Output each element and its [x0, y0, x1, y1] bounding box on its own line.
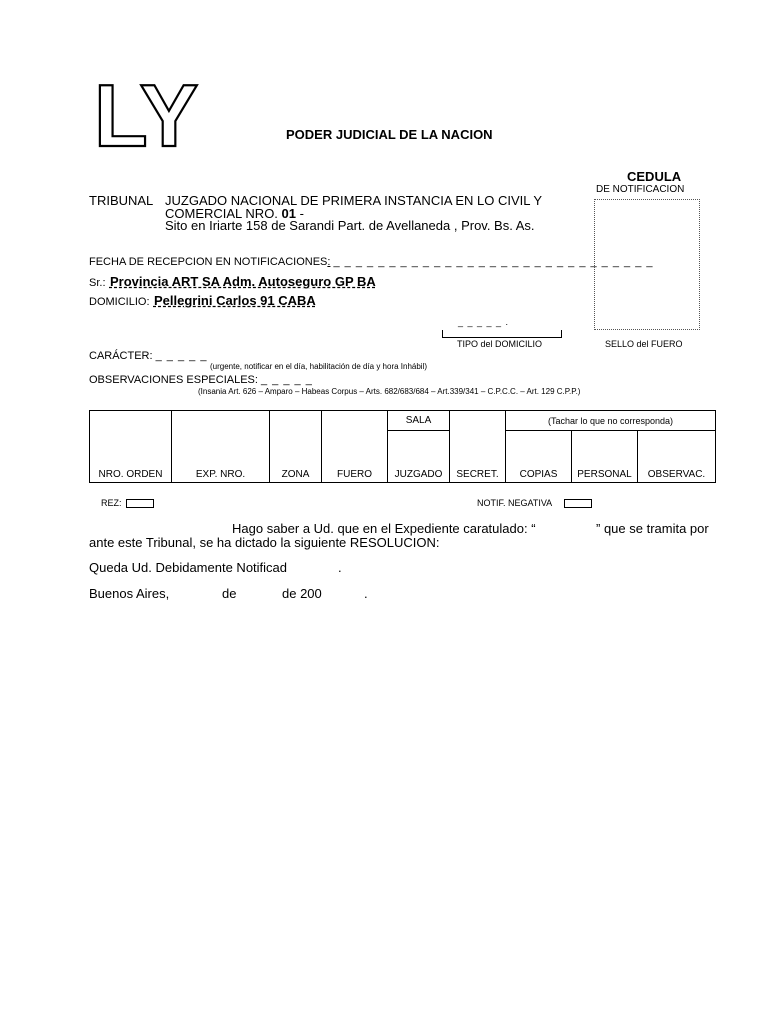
tribunal-label: TRIBUNAL — [89, 193, 154, 208]
org-title: PODER JUDICIAL DE LA NACION — [286, 127, 493, 142]
rez-checkbox[interactable] — [126, 499, 154, 508]
col-header-copias: COPIAS — [506, 466, 572, 483]
grid-cell-secret-top — [450, 411, 506, 431]
notification-grid — [89, 410, 716, 483]
grid-cell-fuero-top — [322, 411, 388, 431]
observaciones-row — [89, 374, 313, 386]
tribunal-number: 01 — [281, 206, 296, 221]
grid-cell — [388, 431, 450, 467]
ba-de2: de 200 — [282, 586, 322, 601]
logo-text: LY — [94, 80, 199, 150]
cedula-title: CEDULA — [627, 169, 682, 184]
observaciones-label: OBSERVACIONES ESPECIALES: — [89, 374, 258, 386]
grid-cell-zona-top — [270, 411, 322, 431]
col-header-personal: PERSONAL — [572, 466, 638, 483]
caracter-note: (urgente, notificar en el día, habilitación de día y hora Inhábil) — [210, 362, 428, 371]
observaciones-note: (Insania Art. 626 – Amparo – Habeas Corpus – Arts. 682/683/684 – Art.339/341 – C.P.C.C. – Art. 129 C.P.P.) — [198, 387, 581, 396]
grid-cell — [506, 431, 572, 467]
queda-end: . — [338, 560, 342, 575]
sr-label: Sr.: — [89, 277, 106, 289]
col-header-fuero: FUERO — [322, 466, 388, 483]
tribunal-line2-suffix: - — [296, 206, 304, 221]
grid-cell-exp-top — [172, 411, 270, 431]
grid-cell — [172, 431, 270, 467]
fecha-row — [89, 256, 654, 268]
sello-label: SELLO del FUERO — [605, 339, 683, 349]
fecha-label: FECHA DE RECEPCION EN NOTIFICACIONES — [89, 256, 328, 268]
observaciones-blank: _ _ _ _ _ — [261, 374, 313, 386]
grid-cell — [450, 431, 506, 467]
fecha-blank: _ _ _ _ _ _ _ _ _ _ _ _ _ _ _ _ _ _ _ _ _ _ _ _ _ _ _ _ _ — [333, 256, 654, 268]
domicilio-label: DOMICILIO: — [89, 296, 150, 308]
tipo-blank: _ _ _ _ _ . — [458, 317, 510, 327]
rez-row — [101, 498, 154, 508]
ly-logo — [94, 80, 204, 150]
tribunal-line2-prefix: COMERCIAL NRO. — [165, 206, 282, 221]
cedula-subtitle: DE NOTIFICACION — [596, 184, 685, 195]
domicilio-value: Pellegrini Carlos 91 CABA — [153, 293, 316, 308]
col-header-exp-nro: EXP. NRO. — [172, 466, 270, 483]
col-header-nro-orden: NRO. ORDEN — [90, 466, 172, 483]
body-p1-line2: ante este Tribunal, se ha dictado la siguiente RESOLUCION: — [89, 535, 440, 550]
col-header-observac: OBSERVAC. — [638, 466, 716, 483]
col-header-secret: SECRET. — [450, 466, 506, 483]
notif-negativa-row — [477, 498, 592, 508]
ba-end: . — [364, 586, 368, 601]
grid-cell — [270, 431, 322, 467]
notif-negativa-checkbox[interactable] — [564, 499, 592, 508]
rez-label: REZ: — [101, 498, 122, 508]
caracter-label: CARÁCTER: — [89, 350, 153, 362]
grid-cell — [638, 431, 716, 467]
col-header-zona: ZONA — [270, 466, 322, 483]
sr-row — [89, 273, 376, 291]
domicilio-row — [89, 292, 316, 310]
grid-cell — [90, 431, 172, 467]
caracter-row — [89, 350, 207, 362]
caracter-blank: _ _ _ _ _ — [155, 350, 208, 362]
tribunal-line1: JUZGADO NACIONAL DE PRIMERA INSTANCIA EN LO CIVIL Y — [165, 193, 543, 208]
grid-cell — [322, 431, 388, 467]
tipo-label: TIPO del DOMICILIO — [457, 339, 543, 349]
sr-value: Provincia ART SA Adm. Autoseguro GP BA — [109, 274, 376, 289]
col-header-juzgado: JUZGADO — [388, 466, 450, 483]
ba-text: Buenos Aires, — [89, 586, 170, 601]
notif-negativa-label: NOTIF. NEGATIVA — [477, 498, 553, 508]
grid-sala-label: SALA — [388, 411, 450, 431]
grid-cell-orden-top — [90, 411, 172, 431]
tipo-bracket — [442, 330, 562, 338]
body-p1-b: ” que se tramita por — [596, 521, 709, 536]
grid-cell — [572, 431, 638, 467]
body-p1-a: Hago saber a Ud. que en el Expediente caratulado: “ — [232, 521, 536, 536]
tribunal-address: Sito en Iriarte 158 de Sarandi Part. de Avellaneda , Prov. Bs. As. — [165, 218, 535, 233]
ba-de1: de — [222, 586, 237, 601]
grid-tachar-label: (Tachar lo que no corresponda) — [506, 411, 716, 431]
queda-text: Queda Ud. Debidamente Notificad — [89, 560, 288, 575]
fecha-colon: : — [327, 256, 331, 268]
